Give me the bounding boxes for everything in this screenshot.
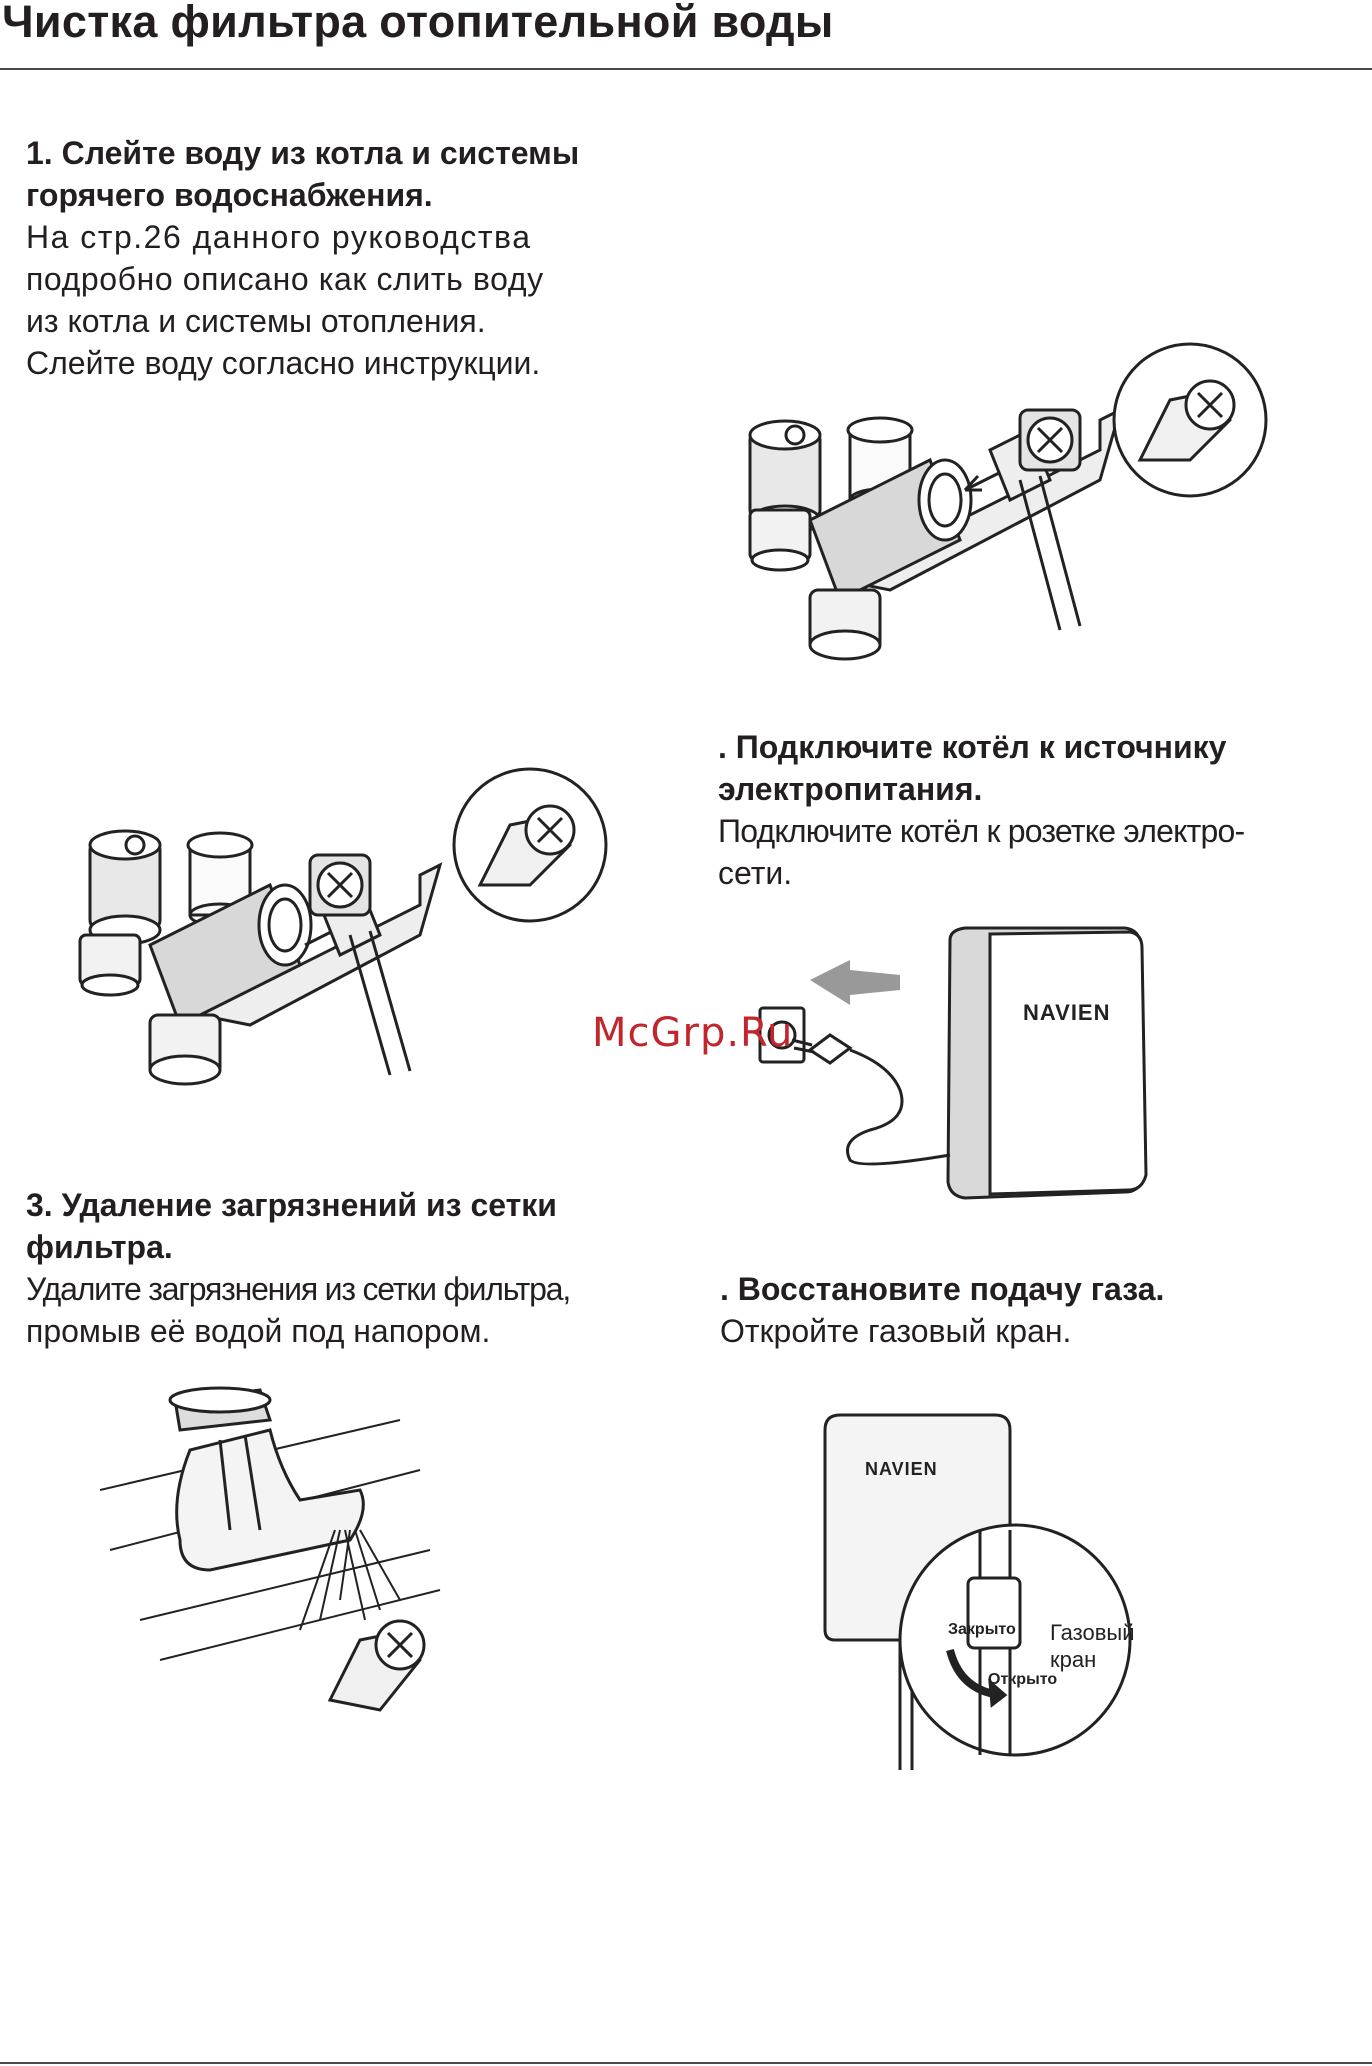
step-1-text-line3: из котла и системы отопления. <box>26 303 486 339</box>
faucet-icon <box>100 1380 480 1740</box>
valve-closed-label: Закрыто <box>948 1621 1016 1638</box>
filter-assembly-icon <box>720 340 1280 680</box>
step-power <box>718 726 1358 894</box>
step-1 <box>26 132 626 384</box>
step-1-text-line2: подробно описано как слить воду <box>26 261 544 297</box>
boiler-brand-2: NAVIEN <box>865 1459 938 1479</box>
step-gas <box>720 1268 1360 1352</box>
step-power-heading-line1: . Подключите котёл к источнику <box>718 729 1227 765</box>
step-3-heading-line1: 3. Удаление загрязнений из сетки <box>26 1187 557 1223</box>
bottom-rule <box>0 2062 1372 2064</box>
valve-name-line1: Газовый <box>1050 1620 1135 1645</box>
watermark: McGrp.Ru <box>592 1010 794 1056</box>
gas-valve-icon <box>820 1410 1160 1780</box>
step-1-text-line4: Слейте воду согласно инструкции. <box>26 345 541 381</box>
step-gas-heading: . Восстановите подачу газа. <box>720 1271 1165 1307</box>
power-plug-icon <box>750 920 1150 1210</box>
title-rule <box>0 68 1372 70</box>
step-power-heading-line2: электропитания. <box>718 771 983 807</box>
filter-assembly-icon-2 <box>60 765 620 1105</box>
step-3 <box>26 1184 666 1352</box>
valve-name-line2: кран <box>1050 1647 1097 1672</box>
step-3-text-line2: промыв её водой под напором. <box>26 1313 491 1349</box>
boiler-brand: NAVIEN <box>1023 1000 1111 1025</box>
step-1-heading-line2: горячего водоснабжения. <box>26 177 433 213</box>
step-3-heading-line2: фильтра. <box>26 1229 173 1265</box>
step-power-text-line2: сети. <box>718 855 793 891</box>
page-title: Чистка фильтра отопительной воды <box>2 0 834 47</box>
step-1-text-line1: На стр.26 данного руководства <box>26 219 532 255</box>
step-gas-text-line1: Откройте газовый кран. <box>720 1313 1072 1349</box>
step-power-text-line1: Подключите котёл к розетке электро- <box>718 813 1245 849</box>
valve-open-label: Открыто <box>988 1671 1058 1688</box>
step-1-heading-line1: 1. Слейте воду из котла и системы <box>26 135 580 171</box>
step-3-text-line1: Удалите загрязнения из сетки фильтра, <box>26 1271 571 1307</box>
